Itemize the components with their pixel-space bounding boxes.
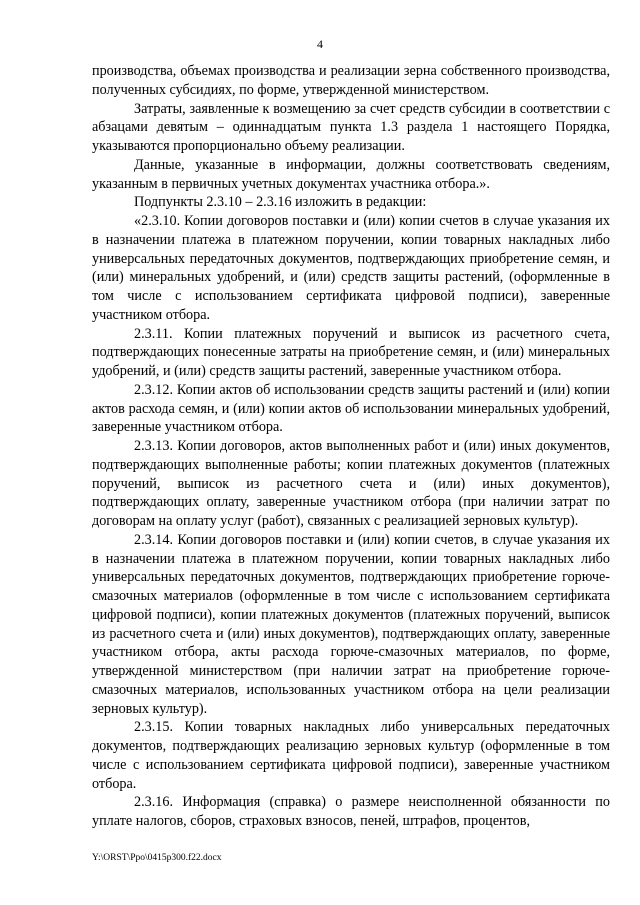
paragraph-2: Затраты, заявленные к возмещению за счет средств субсидии в соответствии с абзацами девятым – одиннадцатым пункта 1.3 раздела 1 настоящего Порядка, указываются пропорционально объему реализации. — [92, 100, 610, 154]
paragraph-1: производства, объемах производства и реализации зерна собственного производства, полученных субсидиях, по форме, утвержденной министерством. — [92, 63, 610, 98]
paragraph-2-3-16: 2.3.16. Информация (справка) о размере неисполненной обязанности по уплате налогов, сборов, страховых взносов, пеней, штрафов, процентов, — [92, 794, 610, 829]
paragraph-2-3-12: 2.3.12. Копии актов об использовании средств защиты растений и (или) копии актов расхода семян, и (или) копии актов об использовании минеральных удобрений, заверенные участником отбора. — [92, 381, 610, 436]
file-path-footer: Y:\ORST\Ppo\0415p300.f22.docx — [92, 853, 222, 863]
paragraph-2-3-14: 2.3.14. Копии договоров поставки и (или) копии счетов, в случае указания их в назначении платежа в платежном поручении, копии товарных накладных либо универсальных передаточных документов, подтверждающих приобретение горюче-смазочных материалов (оформленные в том числе с использованием сертификата цифровой подписи), копии платежных документов (платежных поручений, выписок из расчетного счета и (или) иных документов), подтверждающих оплату, заверенные участником отбора, акты расхода горюче-смазочных материалов, по форме, утвержденной министерством (при наличии затрат на приобретение горюче-смазочных материалов, использованных участником отбора на цели реализации зерновых культур). — [92, 531, 610, 717]
paragraph-4: Подпункты 2.3.10 – 2.3.16 изложить в редакции: — [134, 194, 427, 211]
document-body — [92, 62, 610, 831]
page-number: 4 — [317, 37, 323, 51]
paragraph-2-3-15: 2.3.15. Копии товарных накладных либо универсальных передаточных документов, подтверждающих реализацию зерновых культур (оформленные в том числе с использованием сертификата цифровой подписи), заверенные участником отбора. — [92, 719, 610, 792]
paragraph-2-3-13: 2.3.13. Копии договоров, актов выполненных работ и (или) иных документов, подтверждающих выполненные работы; копии платежных документов (платежных поручений, выписок из расчетного счета и (или) иных документов), подтверждающих оплату, заверенные участником отбора (при наличии затрат по договорам на оплату услуг (работ), связанных с реализацией зерновых культур). — [92, 438, 610, 529]
paragraph-2-3-10: «2.3.10. Копии договоров поставки и (или) копии счетов в случае указания их в назначении платежа в платежном поручении, копии товарных накладных либо универсальных передаточных документов, подтверждающих приобретение семян, и (или) минеральных удобрений, и (или) средств защиты растений, (оформленные в том числе с использованием сертификата цифровой подписи), заверенные участником отбора. — [92, 213, 610, 323]
paragraph-3: Данные, указанные в информации, должны соответствовать сведениям, указанным в первичных учетных документах участника отбора.». — [92, 156, 610, 192]
paragraph-2-3-11: 2.3.11. Копии платежных поручений и выписок из расчетного счета, подтверждающих понесенные затраты на приобретение семян, и (или) минеральных удобрений, и (или) средств защиты растений, заверенные участником отбора. — [92, 325, 610, 379]
